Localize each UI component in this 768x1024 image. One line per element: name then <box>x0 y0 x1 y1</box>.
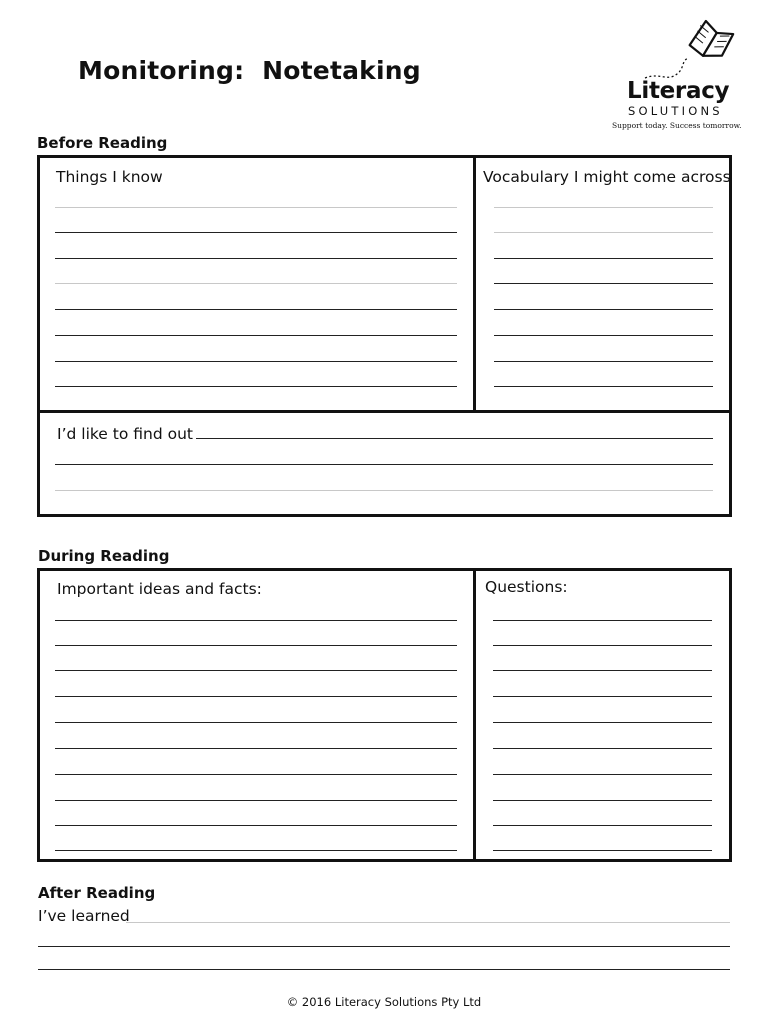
during-reading-heading: During Reading <box>38 547 170 565</box>
writing-line[interactable] <box>38 969 730 970</box>
writing-line[interactable] <box>55 309 457 310</box>
important-ideas-label: Important ideas and facts: <box>57 580 262 598</box>
writing-line[interactable] <box>493 645 712 646</box>
copyright-footer: © 2016 Literacy Solutions Pty Ltd <box>286 995 482 1009</box>
before-reading-divider <box>473 155 476 412</box>
writing-line[interactable] <box>494 335 713 336</box>
writing-line[interactable] <box>126 922 730 923</box>
writing-line[interactable] <box>493 696 712 697</box>
before-reading-row-divider <box>37 410 732 413</box>
writing-line[interactable] <box>494 283 713 284</box>
writing-line[interactable] <box>55 490 713 491</box>
writing-line[interactable] <box>55 620 457 621</box>
writing-line[interactable] <box>494 309 713 310</box>
writing-line[interactable] <box>493 800 712 801</box>
page-title: Monitoring: Notetaking <box>78 56 421 85</box>
writing-line[interactable] <box>494 361 713 362</box>
writing-line[interactable] <box>55 361 457 362</box>
writing-line[interactable] <box>55 464 713 465</box>
writing-line[interactable] <box>55 645 457 646</box>
writing-line[interactable] <box>55 850 457 851</box>
writing-line[interactable] <box>55 232 457 233</box>
writing-line[interactable] <box>494 232 713 233</box>
after-reading-heading: After Reading <box>38 884 156 902</box>
learned-label: I’ve learned <box>38 907 130 925</box>
writing-line[interactable] <box>55 207 457 208</box>
writing-line[interactable] <box>493 670 712 671</box>
writing-line[interactable] <box>493 774 712 775</box>
during-reading-box <box>37 568 732 862</box>
logo-tagline: Support today. Success tomorrow. <box>612 121 742 130</box>
writing-line[interactable] <box>196 438 713 439</box>
writing-line[interactable] <box>55 825 457 826</box>
writing-line[interactable] <box>55 800 457 801</box>
writing-line[interactable] <box>55 670 457 671</box>
writing-line[interactable] <box>494 207 713 208</box>
writing-line[interactable] <box>493 722 712 723</box>
during-reading-divider <box>473 568 476 862</box>
writing-line[interactable] <box>493 825 712 826</box>
writing-line[interactable] <box>55 748 457 749</box>
writing-line[interactable] <box>38 946 730 947</box>
writing-line[interactable] <box>55 696 457 697</box>
writing-line[interactable] <box>55 258 457 259</box>
vocabulary-label: Vocabulary I might come across <box>483 168 731 186</box>
find-out-label: I’d like to find out <box>57 425 193 443</box>
before-reading-box <box>37 155 732 517</box>
writing-line[interactable] <box>494 386 713 387</box>
writing-line[interactable] <box>55 283 457 284</box>
logo-name: Literacy <box>627 78 730 104</box>
writing-line[interactable] <box>55 722 457 723</box>
writing-line[interactable] <box>494 258 713 259</box>
questions-label: Questions: <box>485 578 568 596</box>
things-i-know-label: Things I know <box>56 168 163 186</box>
writing-line[interactable] <box>55 386 457 387</box>
before-reading-heading: Before Reading <box>37 134 168 152</box>
writing-line[interactable] <box>493 850 712 851</box>
logo-sub: SOLUTIONS <box>628 104 723 118</box>
logo <box>605 10 755 135</box>
writing-line[interactable] <box>493 620 712 621</box>
writing-line[interactable] <box>55 774 457 775</box>
writing-line[interactable] <box>55 335 457 336</box>
writing-line[interactable] <box>493 748 712 749</box>
